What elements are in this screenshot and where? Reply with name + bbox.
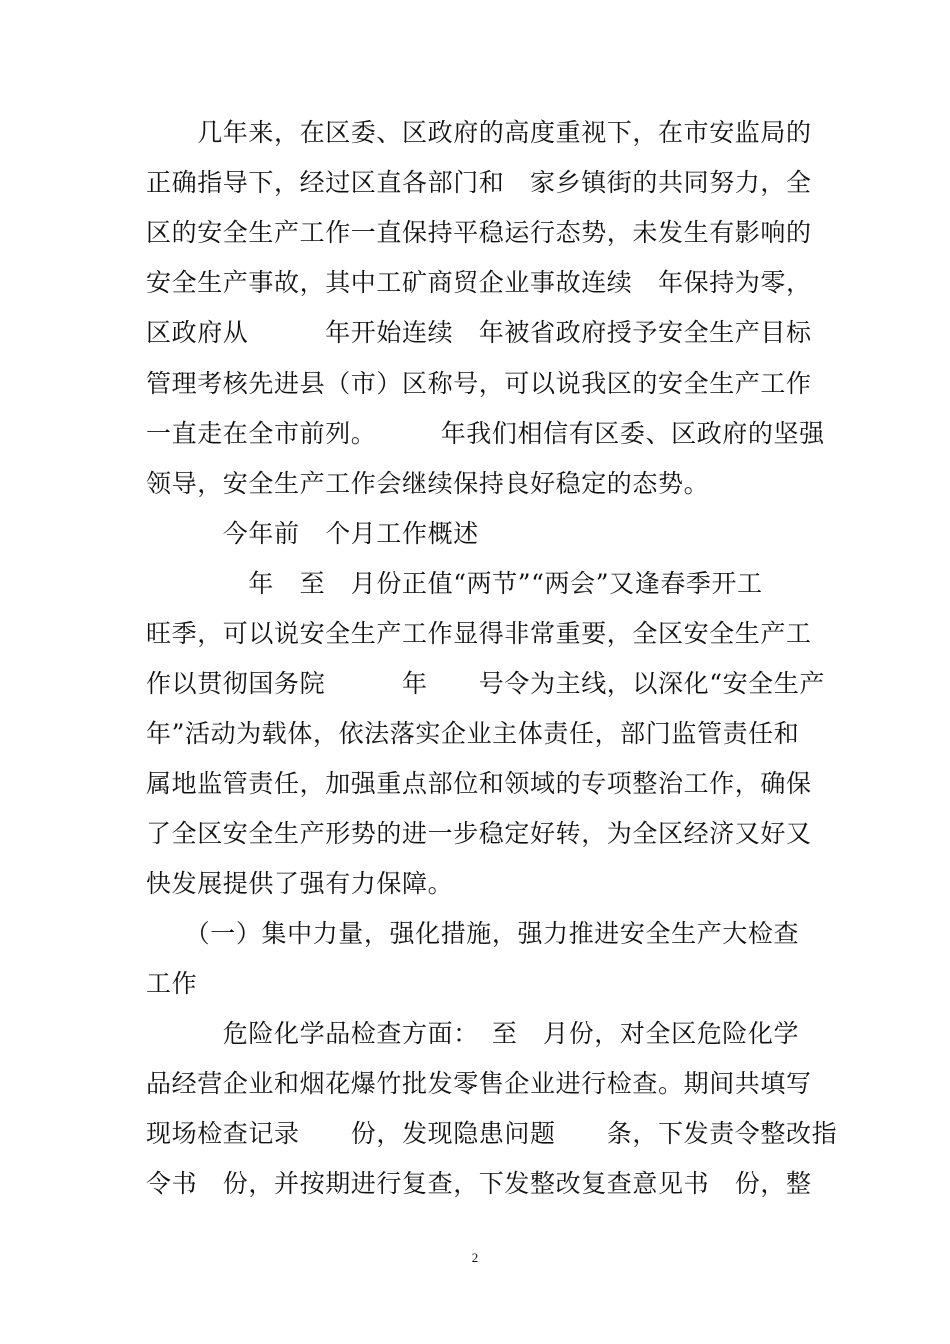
text-line-20: 品经营企业和烟花爆竹批发零售企业进行检查。期间共填写: [146, 1069, 812, 1098]
subsection-heading-line-2: 工作: [146, 969, 198, 998]
text-line-3: 区的安全生产工作一直保持平稳运行态势，未发生有影响的: [146, 218, 812, 247]
text-line-8: 领导，安全生产工作会继续保持良好稳定的态势。: [146, 469, 710, 498]
page-number: 2: [471, 1250, 479, 1265]
text-line-15: 了全区安全生产形势的进一步稳定好转，为全区经济又好又: [146, 819, 812, 848]
text-line-10: 年 至 月份正值“两节”“两会”又逢春季开工: [146, 569, 763, 598]
subsection-heading-line-1: （一）集中力量，强化措施，强力推进安全生产大检查: [146, 919, 800, 948]
text-line-19: 危险化学品检查方面： 至 月份，对全区危险化学: [146, 1019, 800, 1048]
text-line-4: 安全生产事故，其中工矿商贸企业事故连续 年保持为零，: [146, 268, 812, 297]
text-line-22: 令书 份，并按期进行复查，下发整改复查意见书 份，整: [146, 1169, 812, 1198]
text-line-16: 快发展提供了强有力保障。: [146, 869, 454, 898]
text-line-5: 区政府从 年开始连续 年被省政府授予安全生产目标: [146, 318, 812, 347]
text-line-21: 现场检查记录 份，发现隐患问题 条，下发责令整改指: [146, 1119, 838, 1148]
text-line-7: 一直走在全市前列。 年我们相信有区委、区政府的坚强: [146, 419, 825, 448]
text-line-14: 属地监管责任，加强重点部位和领域的专项整治工作，确保: [146, 769, 812, 798]
text-line-13: 年”活动为载体，依法落实企业主体责任，部门监管责任和: [146, 719, 800, 748]
text-line-6: 管理考核先进县（市）区称号，可以说我区的安全生产工作: [146, 369, 812, 398]
section-heading: 今年前 个月工作概述: [146, 519, 479, 548]
text-line-12: 作以贯彻国务院 年 号令为主线，以深化“安全生产: [146, 669, 825, 698]
text-line-11: 旺季，可以说安全生产工作显得非常重要，全区安全生产工: [146, 619, 812, 648]
text-line-2: 正确指导下，经过区直各部门和 家乡镇街的共同努力，全: [146, 168, 812, 197]
text-line-1: 几年来，在区委、区政府的高度重视下，在市安监局的: [146, 118, 812, 147]
